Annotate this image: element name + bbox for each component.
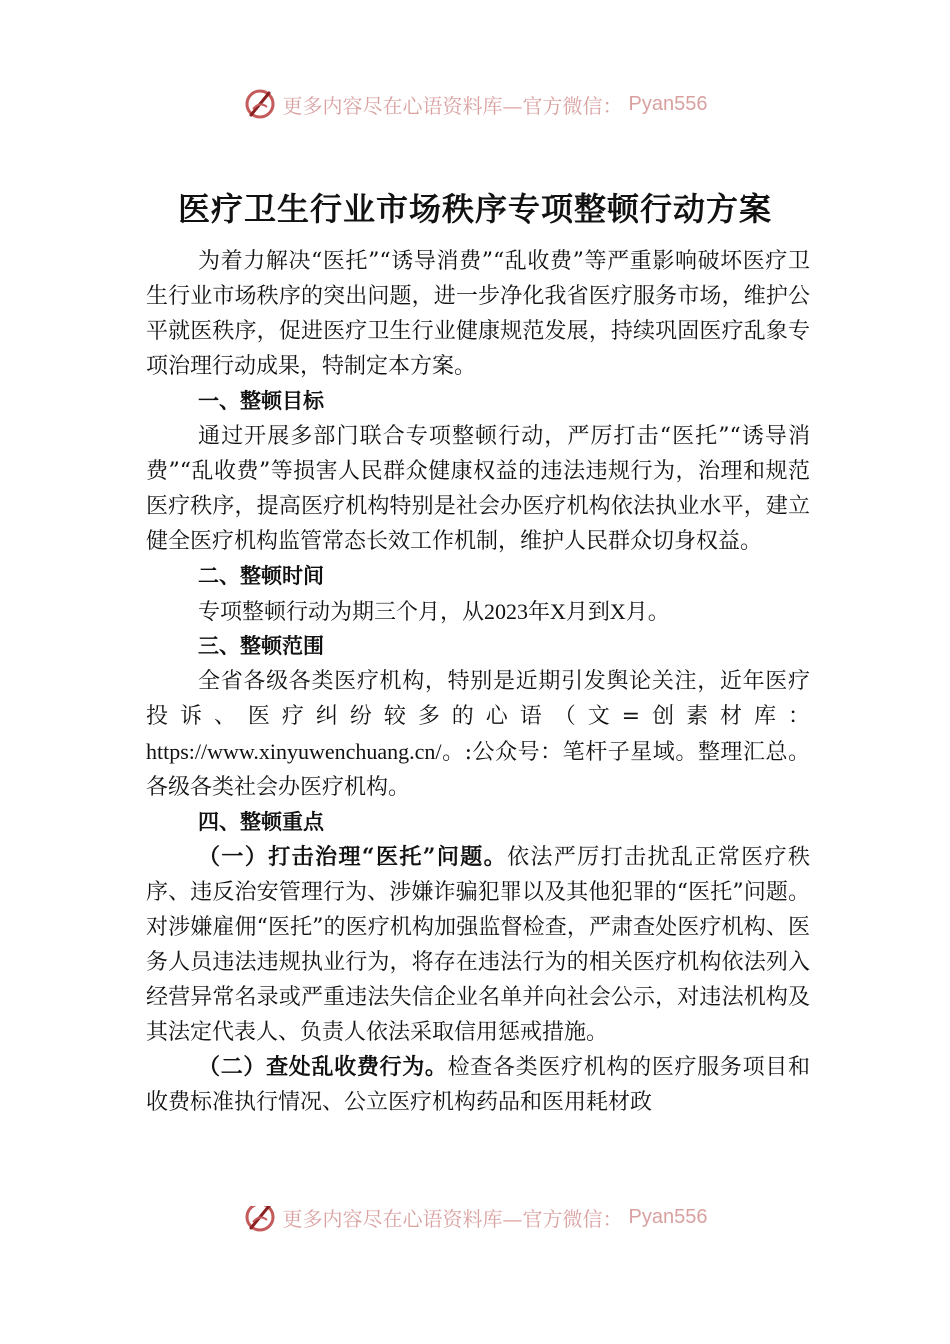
document-body [146,244,810,1120]
focus-item-1 [146,840,810,1050]
watermark-wechat-id: Pyan556 [628,92,708,115]
section-time-text: 专项整顿行动为期三个月，从2023年X月到X月。 [198,599,670,624]
watermark-wechat-id: Pyan556 [628,1206,708,1228]
focus-item-2-lead: （二）查处乱收费行为。 [198,1054,448,1080]
section-heading-time: 二、整顿时间 [198,564,324,588]
source-url-link[interactable]: https://www.xinyuwenchuang.cn/ [146,739,442,764]
section-heading-focus: 四、整顿重点 [198,810,324,834]
scope-text-after: 。:公众号：笔杆子星域。整理汇总。各级各类社会办医疗机构。 [146,740,810,800]
focus-item-1-lead: （一）打击治理“医托”问题。 [198,844,508,870]
watermark-text: 更多内容尽在心语资料库—官方微信： [282,93,623,118]
watermark-bottom [0,1206,950,1240]
focus-item-1-text: 依法严厉打击扰乱正常医疗秩序、违反治安管理行为、涉嫌诈骗犯罪以及其他犯罪的“医托”问题。对涉嫌雇佣“医托”的医疗机构加强监督检查，严肃查处医疗机构、医务人员违法违规执业行为，将存在违法行为的相关医疗机构依法列入经营异常名录或严重违法失信企业名单并向社会公示，对违法机构及其法定代表人、负责人依法采取信用惩戒措施。 [146,845,810,1045]
section-heading-scope: 三、整顿范围 [198,634,324,658]
pen-logo-icon [243,87,277,121]
watermark-text: 更多内容尽在心语资料库—官方微信： [282,1206,623,1231]
focus-item-2-text: 检查各类医疗机构的医疗服务项目和收费标准执行情况、公立医疗机构药品和医用耗材政 [146,1055,810,1115]
section-goal-text: 通过开展多部门联合专项整顿行动，严厉打击“医托”“诱导消费”“乱收费”等损害人民群众健康权益的违法违规行为，治理和规范医疗秩序，提高医疗机构特别是社会办医疗机构依法执业水平，建立健全医疗机构监管常态长效工作机制，维护人民群众切身权益。 [146,424,810,554]
document-title: 医疗卫生行业市场秩序专项整顿行动方案 [177,190,772,228]
scope-text-before: 全省各级各类医疗机构，特别是近期引发舆论关注，近年医疗投诉、医疗纠纷较多的心语（文=创素材库： [146,669,810,729]
intro-paragraph: 为着力解决“医托”“诱导消费”“乱收费”等严重影响破坏医疗卫生行业市场秩序的突出问题，进一步净化我省医疗服务市场，维护公平就医秩序，促进医疗卫生行业健康规范发展，持续巩固医疗乱象专项治理行动成果，特制定本方案。 [146,249,810,379]
section-scope-text [146,664,810,805]
watermark-top [0,84,950,124]
focus-item-2 [146,1050,810,1120]
section-heading-goal: 一、整顿目标 [198,389,324,413]
pen-logo-icon [243,1206,277,1234]
